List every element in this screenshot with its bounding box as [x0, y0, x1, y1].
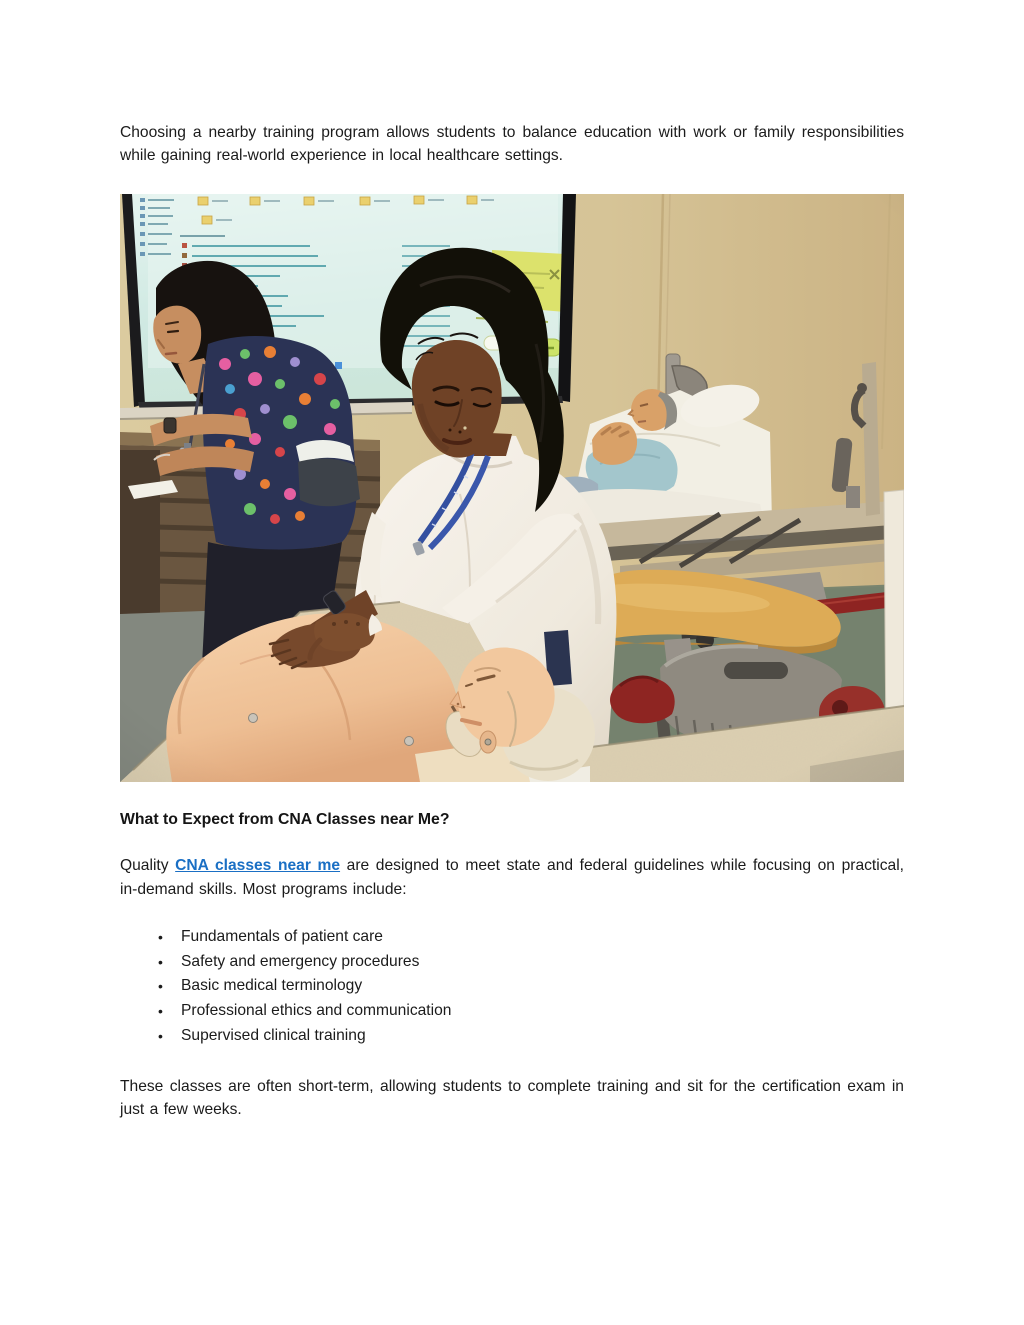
- list-item-text: Professional ethics and communication: [181, 1002, 452, 1020]
- list-item: [156, 950, 904, 975]
- classroom-photo-figure: [120, 194, 904, 782]
- list-item-text: Basic medical terminology: [181, 977, 363, 995]
- intro-paragraph: Choosing a nearby training program allows students to balance education with work or family responsibilities while gaining real-world experience in local healthcare settings.: [120, 124, 904, 165]
- list-item: [156, 999, 904, 1024]
- cna-classes-link[interactable]: CNA classes near me: [175, 857, 341, 875]
- closing-paragraph: These classes are often short-term, allowing students to complete training and sit for the certification exam in just a few weeks.: [120, 1077, 904, 1118]
- list-item-text: Supervised clinical training: [181, 1026, 366, 1044]
- para2-after: are designed to meet state and federal guidelines while focusing on practical, in-demand skills. Most programs include:: [120, 857, 904, 898]
- list-item-text: Safety and emergency procedures: [181, 952, 420, 970]
- para2-before: Quality: [120, 857, 176, 875]
- document-page: [120, 0, 904, 1121]
- list-item: [156, 925, 904, 950]
- classroom-photo: [120, 194, 904, 782]
- list-item-text: Fundamentals of patient care: [181, 928, 383, 946]
- body-paragraph: [120, 854, 904, 901]
- list-item: [156, 1024, 904, 1049]
- list-item: [156, 974, 904, 999]
- program-list: [120, 925, 904, 1049]
- photo-vignette: [120, 194, 904, 782]
- section-heading: What to Expect from CNA Classes near Me?: [120, 810, 450, 828]
